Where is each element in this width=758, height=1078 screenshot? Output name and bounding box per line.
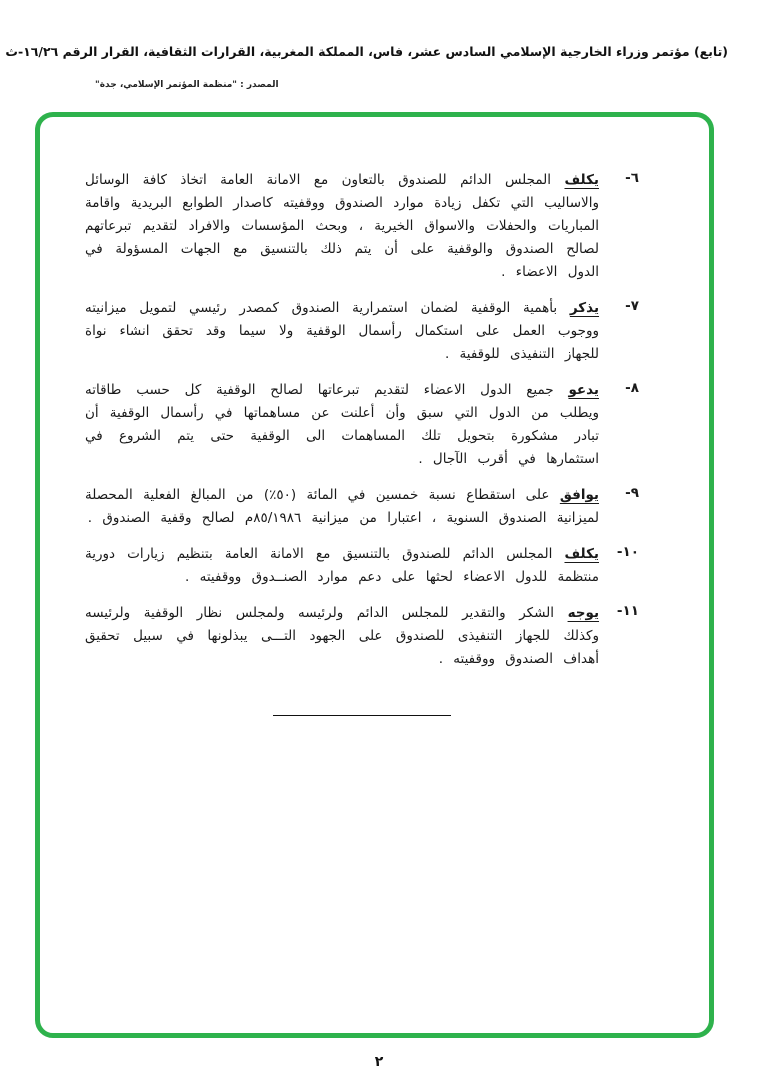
list-item — [85, 169, 639, 284]
resolution-items — [85, 169, 639, 716]
item-text — [85, 297, 599, 366]
item-body: المجلس الدائم للصندوق بالتعاون مع الامانة العامة اتخاذ كافة الوسائل والاساليب التي تكفل زيادة موارد الصندوق ووقفيته كاصدار الطوابع البريدية واقامة المباريات والحفلات والاسواق الخيرية ، وبحث المؤسسات والافراد لتقديم تبرعاتهم لصالح الصندوق والوقفية على أن يتم ذلك بالتنسيق مع الجهات المسؤولة في الدول الاعضاء . — [85, 172, 599, 280]
item-body: الشكر والتقدير للمجلس الدائم ولرئيسه ولمجلس نظار الوقفية ولرئيسه وكذلك للجهاز التنفيذى للصندوق على الجهود التـــى يبذلونها في سبيل تحقيق أهداف الصندوق ووقفيته . — [85, 605, 599, 667]
item-body: على استقطاع نسبة خمسين في المائة (٥٠٪) من المبالغ الفعلية المحصلة لميزانية الصندوق السنوية ، اعتبارا من ميزانية ٨٥/١٩٨٦م لصالح وقفية الصندوق . — [85, 487, 599, 526]
item-lead-word: يكلف — [564, 172, 599, 188]
item-body: جميع الدول الاعضاء لتقديم تبرعاتها لصالح الوقفية كل حسب طاقاته ويطلب من الدول التي سبق وأن أعلنت عن مساهماتها في رأسمال الوقفية أن تبادر مشكورة بتحويل تلك المساهمات الى الوقفية حتى يتم الشروع في استثمارها في أقرب الآجال . — [85, 382, 599, 467]
list-item — [85, 297, 639, 366]
list-item — [85, 543, 639, 589]
item-number: ٧- — [625, 298, 639, 314]
item-text — [85, 169, 599, 284]
item-number: ١٠- — [616, 544, 639, 560]
item-lead-word: يوجه — [567, 605, 600, 621]
item-number: ٨- — [625, 380, 639, 396]
item-body: بأهمية الوقفية لضمان استمرارية الصندوق كمصدر رئيسي لتمويل ميزانيته ووجوب العمل على استكمال رأسمال الوقفية ولا سيما وقد تحقق انشاء نواة للجهاز التنفيذى للوقفية . — [85, 300, 599, 362]
item-lead-word: يدعو — [568, 382, 599, 398]
item-text — [85, 379, 599, 471]
page-number: ٢ — [374, 1054, 384, 1070]
end-divider — [273, 715, 451, 716]
item-text — [85, 543, 599, 589]
list-item — [85, 602, 639, 671]
item-text — [85, 484, 599, 530]
item-body: المجلس الدائم للصندوق بالتنسيق مع الامانة العامة بتنظيم زيارات دورية منتظمة للدول الاعضاء لحثها على دعم موارد الصنــدوق ووقفيته . — [85, 546, 599, 585]
item-text — [85, 602, 599, 671]
item-lead-word: يذكر — [569, 300, 600, 316]
document-header-title: (تابع) مؤتمر وزراء الخارجية الإسلامي السادس عشر، فاس، المملكة المغربية، القرارات الثقافية، القرار الرقم ١٦/٢٦-ث — [5, 44, 728, 59]
item-number: ٦- — [625, 170, 639, 186]
item-lead-word: يكلف — [564, 546, 599, 562]
document-border — [35, 112, 714, 1038]
document-source-line: المصدر : "منظمة المؤتمر الإسلامي، جدة" — [95, 80, 279, 90]
item-number: ١١- — [616, 603, 639, 619]
item-lead-word: يوافق — [559, 487, 599, 503]
list-item — [85, 379, 639, 471]
list-item — [85, 484, 639, 530]
item-number: ٩- — [625, 485, 639, 501]
